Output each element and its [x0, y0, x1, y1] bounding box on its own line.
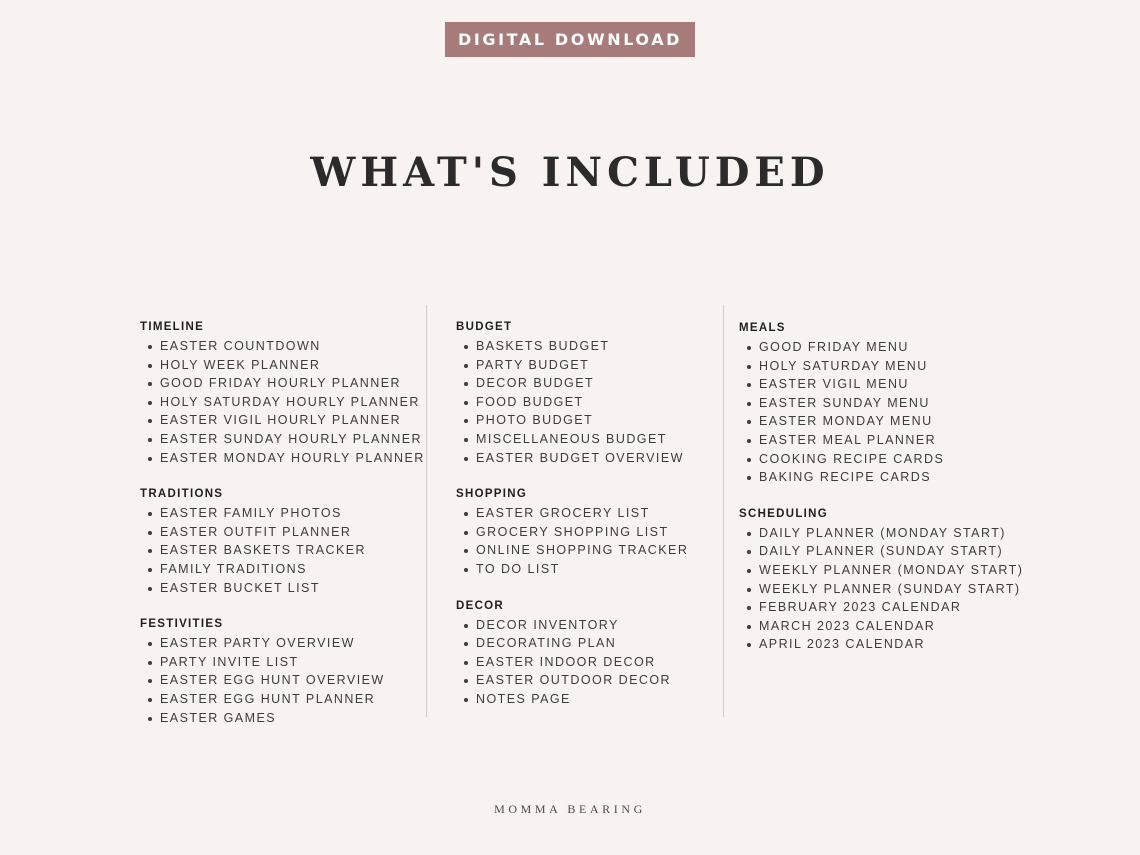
list-item: HOLY SATURDAY MENU	[739, 357, 1023, 376]
page-title: WHAT'S INCLUDED	[310, 149, 830, 196]
list-item: BAKING RECIPE CARDS	[739, 468, 1023, 487]
section-timeline	[140, 319, 425, 467]
list-item: PHOTO BUDGET	[456, 411, 688, 430]
list-item: EASTER GROCERY LIST	[456, 504, 688, 523]
list-item: WEEKLY PLANNER (SUNDAY START)	[739, 580, 1023, 599]
section-title: DECOR	[456, 599, 505, 612]
digital-download-badge: DIGITAL DOWNLOAD	[445, 22, 695, 57]
list-item: EASTER MONDAY MENU	[739, 412, 1023, 431]
list-item: EASTER SUNDAY MENU	[739, 394, 1023, 413]
list-item: EASTER VIGIL HOURLY PLANNER	[140, 411, 425, 430]
list-item: COOKING RECIPE CARDS	[739, 450, 1023, 469]
item-list	[456, 504, 688, 578]
section-title: TIMELINE	[140, 321, 205, 333]
list-item: DECORATING PLAN	[456, 634, 688, 653]
section-title: SHOPPING	[456, 488, 528, 501]
section-title: SCHEDULING	[739, 507, 829, 520]
item-list	[739, 524, 1023, 654]
section-budget	[456, 319, 688, 467]
section-traditions	[140, 486, 425, 597]
list-item: EASTER OUTFIT PLANNER	[140, 523, 425, 542]
list-item: EASTER BUCKET LIST	[140, 579, 425, 598]
column-2	[456, 319, 688, 728]
column-3	[739, 320, 1023, 673]
section-decor	[456, 598, 688, 709]
list-item: EASTER MONDAY HOURLY PLANNER	[140, 449, 425, 468]
list-item: EASTER PARTY OVERVIEW	[140, 634, 425, 653]
list-item: EASTER COUNTDOWN	[140, 337, 425, 356]
list-item: EASTER GAMES	[140, 709, 425, 728]
list-item: TO DO LIST	[456, 560, 688, 579]
list-item: PARTY INVITE LIST	[140, 653, 425, 672]
item-list	[739, 338, 1023, 487]
section-title: BUDGET	[456, 321, 513, 333]
column-1	[140, 319, 425, 746]
list-item: MARCH 2023 CALENDAR	[739, 617, 1023, 636]
section-festivities	[140, 616, 425, 727]
column-divider	[723, 305, 724, 717]
list-item: EASTER INDOOR DECOR	[456, 653, 688, 672]
item-list	[140, 504, 425, 597]
list-item: HOLY SATURDAY HOURLY PLANNER	[140, 393, 425, 412]
list-item: DAILY PLANNER (SUNDAY START)	[739, 542, 1023, 561]
list-item: WEEKLY PLANNER (MONDAY START)	[739, 561, 1023, 580]
list-item: DECOR INVENTORY	[456, 616, 688, 635]
list-item: HOLY WEEK PLANNER	[140, 356, 425, 375]
column-divider	[426, 305, 427, 717]
list-item: GOOD FRIDAY HOURLY PLANNER	[140, 374, 425, 393]
list-item: EASTER FAMILY PHOTOS	[140, 504, 425, 523]
list-item: GROCERY SHOPPING LIST	[456, 523, 688, 542]
list-item: BASKETS BUDGET	[456, 337, 688, 356]
list-item: FOOD BUDGET	[456, 393, 688, 412]
list-item: NOTES PAGE	[456, 690, 688, 709]
list-item: MISCELLANEOUS BUDGET	[456, 430, 688, 449]
list-item: FAMILY TRADITIONS	[140, 560, 425, 579]
item-list	[456, 337, 688, 467]
section-title: FESTIVITIES	[140, 618, 224, 631]
brand-footer: MOMMA BEARING	[494, 802, 646, 816]
list-item: EASTER EGG HUNT PLANNER	[140, 690, 425, 709]
section-title: MEALS	[739, 322, 786, 334]
list-item: EASTER BUDGET OVERVIEW	[456, 449, 688, 468]
list-item: ONLINE SHOPPING TRACKER	[456, 541, 688, 560]
list-item: EASTER OUTDOOR DECOR	[456, 671, 688, 690]
section-meals	[739, 320, 1023, 487]
list-item: EASTER EGG HUNT OVERVIEW	[140, 671, 425, 690]
list-item: EASTER VIGIL MENU	[739, 375, 1023, 394]
list-item: EASTER MEAL PLANNER	[739, 431, 1023, 450]
list-item: FEBRUARY 2023 CALENDAR	[739, 598, 1023, 617]
section-scheduling	[739, 506, 1023, 654]
list-item: PARTY BUDGET	[456, 356, 688, 375]
item-list	[140, 337, 425, 467]
section-title: TRADITIONS	[140, 488, 224, 501]
item-list	[140, 634, 425, 727]
list-item: DAILY PLANNER (MONDAY START)	[739, 524, 1023, 543]
list-item: DECOR BUDGET	[456, 374, 688, 393]
list-item: GOOD FRIDAY MENU	[739, 338, 1023, 357]
list-item: EASTER BASKETS TRACKER	[140, 541, 425, 560]
list-item: EASTER SUNDAY HOURLY PLANNER	[140, 430, 425, 449]
section-shopping	[456, 486, 688, 578]
item-list	[456, 616, 688, 709]
list-item: APRIL 2023 CALENDAR	[739, 635, 1023, 654]
